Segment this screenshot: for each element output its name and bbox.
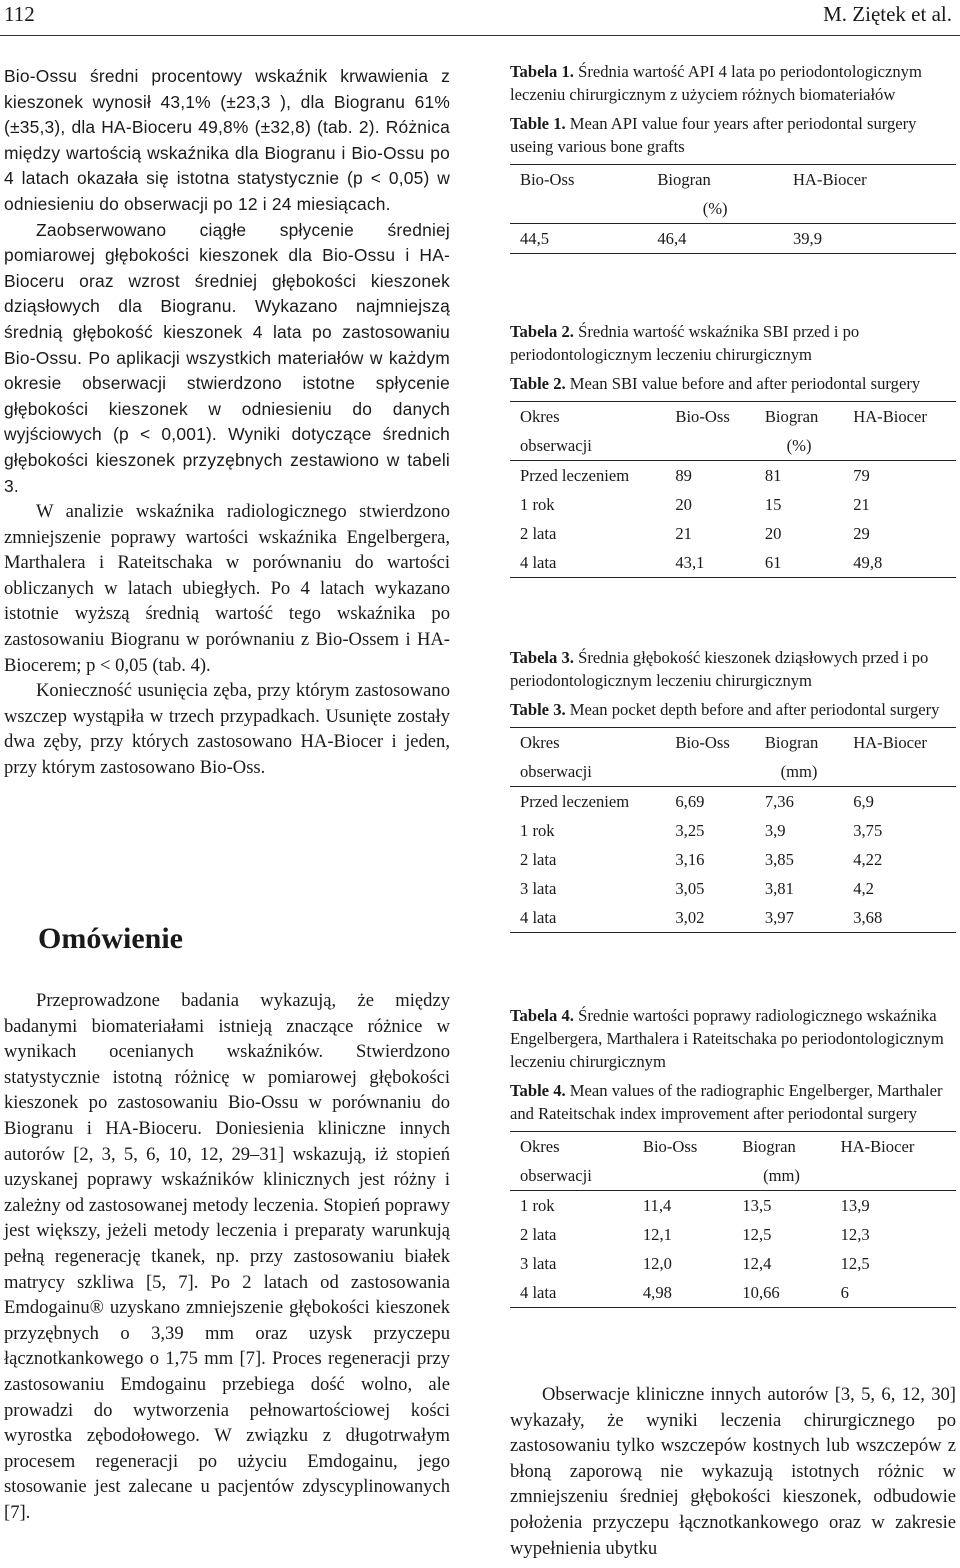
unit-label: (mm) bbox=[755, 757, 843, 787]
value-cell: 79 bbox=[853, 466, 870, 485]
table-1-block bbox=[510, 60, 956, 254]
results-paragraph-4: Konieczność usunięcia zęba, przy którym zastosowano wszczep wystąpiła w trzech przypadkach. Usunięte zostały dwa zęby, przy których zastosowano HA-Biocer i jeden, przy którym zastosowano Bio-Oss. bbox=[4, 680, 450, 779]
value-cell: 20 bbox=[764, 524, 782, 543]
table-2-caption-en: Table 2. Mean SBI value before and after periodontal surgery bbox=[510, 374, 921, 393]
row-label: 2 lata bbox=[520, 1225, 557, 1244]
value-cell: 6 bbox=[831, 1278, 956, 1308]
value-cell: 3,97 bbox=[755, 903, 843, 933]
value-cell: 39,9 bbox=[783, 224, 956, 254]
header-cell: Biogran bbox=[732, 1132, 830, 1162]
row-label: Przed leczeniem bbox=[520, 792, 630, 811]
value-cell: 7,36 bbox=[764, 792, 794, 811]
value-cell: 10,66 bbox=[732, 1278, 830, 1308]
value-cell: 81 bbox=[764, 466, 782, 485]
row-label: 3 lata bbox=[520, 1254, 557, 1273]
value-cell: 12,4 bbox=[742, 1254, 772, 1273]
left-column-discussion bbox=[4, 988, 450, 1525]
header-cell: Bio-Oss bbox=[665, 728, 754, 758]
value-cell: 12,5 bbox=[742, 1225, 772, 1244]
value-cell: 21 bbox=[853, 495, 870, 514]
table-4-block bbox=[510, 1004, 956, 1308]
header-cell: HA-Biocer bbox=[843, 728, 956, 758]
header-cell: obserwacji bbox=[510, 431, 665, 461]
value-cell: 49,8 bbox=[843, 548, 956, 578]
table-3-caption-pl: Tabela 3. Średnia głębokość kieszonek dziąsłowych przed i po periodontologicznym leczeniu chirurgicznym bbox=[510, 648, 929, 690]
value-cell: 43,1 bbox=[665, 548, 754, 578]
header-cell: obserwacji bbox=[510, 1161, 633, 1191]
unit-label: (mm) bbox=[732, 1161, 830, 1191]
value-cell: 21 bbox=[675, 524, 692, 543]
header-cell: Bio-Oss bbox=[510, 165, 647, 195]
value-cell: 15 bbox=[764, 495, 782, 514]
value-cell: 12,1 bbox=[642, 1225, 672, 1244]
header-cell: HA-Biocer bbox=[843, 402, 956, 432]
header-cell: obserwacji bbox=[510, 757, 665, 787]
header-cell: Okres bbox=[510, 728, 665, 758]
value-cell: 6,9 bbox=[853, 792, 874, 811]
row-label: 3 lata bbox=[520, 879, 557, 898]
value-cell: 20 bbox=[675, 495, 692, 514]
value-cell: 11,4 bbox=[642, 1196, 672, 1215]
value-cell: 3,16 bbox=[675, 850, 705, 869]
value-cell: 3,25 bbox=[675, 821, 705, 840]
row-label: 1 rok bbox=[520, 495, 555, 514]
header-cell: Okres bbox=[510, 402, 665, 432]
table-4-caption-en: Table 4. Mean values of the radiographic Engelberger, Marthaler and Rateitschak index improvement after periodontal surgery bbox=[510, 1081, 943, 1123]
header-cell: HA-Biocer bbox=[783, 165, 956, 195]
value-cell: 3,05 bbox=[675, 879, 705, 898]
results-paragraph-3: W analizie wskaźnika radiologicznego stwierdzono zmniejszenie poprawy wartości wskaźnika Engelbergera, Marthalera i Rateitschaka w porównaniu do wartości obliczanych w latach ubiegłych. Po 4 latach wykazano istotnie wyższą średnią wartość tego wskaźnika po zastosowaniu Biogranu w porównaniu z Bio-Ossem i HA-Biocerem; p < 0,05 (tab. 4). bbox=[4, 501, 450, 676]
value-cell: 4,2 bbox=[853, 879, 874, 898]
row-label: Przed leczeniem bbox=[520, 466, 630, 485]
table-3-caption-en: Table 3. Mean pocket depth before and after periodontal surgery bbox=[510, 700, 940, 719]
row-label: 2 lata bbox=[520, 524, 557, 543]
value-cell: 29 bbox=[853, 524, 870, 543]
row-label: 4 lata bbox=[510, 548, 665, 578]
table-1-caption-pl: Tabela 1. Średnia wartość API 4 lata po periodontologicznym leczeniu chirurgicznym z użyciem różnych biomateriałów bbox=[510, 62, 922, 104]
value-cell: 12,3 bbox=[840, 1225, 870, 1244]
header-cell: Biogran bbox=[755, 402, 843, 432]
value-cell: 6,69 bbox=[675, 792, 705, 811]
header-cell: Okres bbox=[510, 1132, 633, 1162]
value-cell: 3,02 bbox=[665, 903, 754, 933]
row-label: 2 lata bbox=[520, 850, 557, 869]
results-paragraph-1: Bio-Ossu średni procentowy wskaźnik krwawienia z kieszonek wynosił 43,1% (±23,3 ), dla Biogranu 61% (±35,3), dla HA-Bioceru 49,8% (±32,8) (tab. 2). Różnica między wartością wskaźnika dla Biogranu i Bio-Ossu po 4 latach okazała się istotna statystycznie (p < 0,05) w odniesieniu do obserwacji po 12 i 24 miesiącach. bbox=[4, 66, 450, 214]
value-cell: 3,81 bbox=[764, 879, 794, 898]
row-label: 4 lata bbox=[510, 1278, 633, 1308]
table-1-caption-en: Table 1. Mean API value four years after periodontal surgery useing various bone grafts bbox=[510, 114, 917, 156]
header-rule bbox=[0, 35, 960, 36]
value-cell: 46,4 bbox=[647, 224, 783, 254]
row-label: 1 rok bbox=[520, 821, 555, 840]
table-4 bbox=[510, 1131, 956, 1308]
row-label: 4 lata bbox=[510, 903, 665, 933]
value-cell: 61 bbox=[755, 548, 843, 578]
right-column-text bbox=[510, 1382, 956, 1561]
table-2-caption-pl: Tabela 2. Średnia wartość wskaźnika SBI przed i po periodontologicznym leczeniu chirurgicznym bbox=[510, 322, 860, 364]
discussion-paragraph: Przeprowadzone badania wykazują, że między badanymi biomateriałami istnieją znaczące różnice w wynikach ocenianych wskaźników. Stwierdzono statystycznie istotną różnicę w pomiarowej głębokości kieszonek po zastosowaniu Bio-Ossu w porównaniu do Biogranu i HA-Bioceru. Doniesienia kliniczne innych autorów [2, 3, 5, 6, 10, 12, 29–31] wskazują, iż stopień uzyskanej poprawy wskaźników klinicznych jest różny i zależny od zastosowanej metody leczenia. Stopień poprawy jest większy, jeżeli metody leczenia i preparaty warunkują pełną regenerację tkanek, np. przy zastosowaniu białek matrycy szkliwa [5, 7]. Po 2 latach od zastosowania Emdogainu® uzyskano zmniejszenie głębokości kieszonek przyzębnych o 3,39 mm oraz uzysk przyczepu łącznotkankowego o 1,75 mm [7]. Proces regeneracji przy zastosowaniu Emdogainu przebiega dość wolno, ale prowadzi do wytworzenia pełnowartościowej kości wyrostka zębodołowego. W związku z długotrwałym procesem regeneracji po użyciu Emdogainu, jego stosowanie jest zalecane u pacjentów zdyscyplinowanych [7]. bbox=[4, 990, 450, 1523]
unit-label: (%) bbox=[755, 431, 843, 461]
header-cell: Biogran bbox=[755, 728, 843, 758]
value-cell: 3,9 bbox=[764, 821, 786, 840]
table-3-block bbox=[510, 646, 956, 933]
table-4-caption-pl: Tabela 4. Średnie wartości poprawy radiologicznego wskaźnika Engelbergera, Marthalera i Rateitschaka po periodontologicznym leczeniu chirurgicznym bbox=[510, 1006, 944, 1071]
right-paragraph: Obserwacje kliniczne innych autorów [3, 5, 6, 12, 30] wykazały, że wyniki leczenia chirurgicznego po zastosowaniu tylko wszczepów kostnych lub wszczepów z błoną zaporową nie wykazują istotnych różnic w zmniejszeniu średniej głębokości kieszonek, odbudowie położenia przyczepu łącznotkankowego oraz w zakresie wypełnienia ubytku bbox=[510, 1384, 956, 1559]
value-cell: 13,5 bbox=[742, 1196, 772, 1215]
header-cell: Bio-Oss bbox=[633, 1132, 733, 1162]
results-paragraph-2: Zaobserwowano ciągłe spłycenie średniej pomiarowej głębokości kieszonek dla Bio-Ossu i HA-Bioceru oraz wzrost średniej głębokości kieszonek dziąsłowych dla Biogranu. Wykazano najmniejszą średnią głębokość kieszonek 4 lata po zastosowaniu Bio-Ossu. Po aplikacji wszystkich materiałów w każdym okresie obserwacji stwierdzono istotne spłycenie głębokości kieszonek w odniesieniu do danych wyjściowych (p < 0,001). Wyniki dotyczące średnich głębokości kieszonek przyzębnych zestawiono w tabeli 3. bbox=[4, 219, 450, 496]
value-cell: 13,9 bbox=[840, 1196, 870, 1215]
running-author: M. Ziętek et al. bbox=[823, 2, 952, 26]
value-cell: 3,85 bbox=[764, 850, 794, 869]
unit-label: (%) bbox=[647, 194, 783, 224]
value-cell: 4,98 bbox=[633, 1278, 733, 1308]
table-2-block bbox=[510, 320, 956, 578]
page-header bbox=[0, 0, 960, 32]
page-number: 112 bbox=[4, 2, 35, 26]
header-cell: Biogran bbox=[647, 165, 783, 195]
value-cell: 12,0 bbox=[642, 1254, 672, 1273]
header-cell: Bio-Oss bbox=[665, 402, 754, 432]
table-2 bbox=[510, 401, 956, 578]
row-label: 1 rok bbox=[520, 1196, 555, 1215]
section-title-discussion: Omówienie bbox=[38, 922, 183, 955]
left-column-results bbox=[4, 64, 450, 781]
value-cell: 3,68 bbox=[843, 903, 956, 933]
value-cell: 4,22 bbox=[853, 850, 883, 869]
value-cell: 89 bbox=[675, 466, 692, 485]
table-1 bbox=[510, 164, 956, 254]
table-3 bbox=[510, 727, 956, 933]
value-cell: 44,5 bbox=[510, 224, 647, 254]
value-cell: 12,5 bbox=[840, 1254, 870, 1273]
header-cell: HA-Biocer bbox=[831, 1132, 956, 1162]
value-cell: 3,75 bbox=[853, 821, 883, 840]
